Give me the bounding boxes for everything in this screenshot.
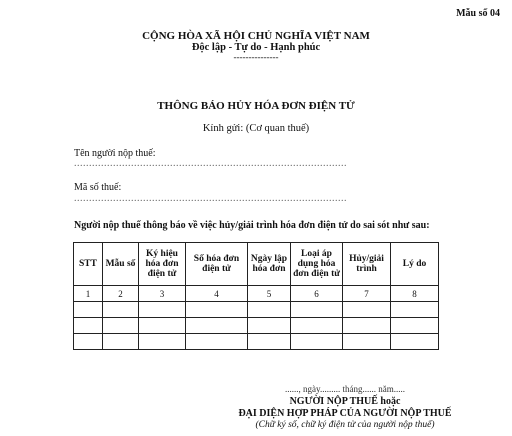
table-cell bbox=[74, 302, 103, 318]
taxpayer-name-dots bbox=[74, 158, 347, 169]
column-header-line: Lý do bbox=[402, 259, 427, 269]
column-number-cell: 5 bbox=[248, 286, 291, 302]
table-cell bbox=[248, 334, 291, 350]
header-rule: --------------- bbox=[233, 52, 279, 62]
table-cell bbox=[103, 334, 139, 350]
table-cell bbox=[139, 302, 186, 318]
table-cell bbox=[186, 334, 248, 350]
column-header-line: Ngày lập bbox=[250, 254, 288, 264]
column-header bbox=[343, 243, 391, 286]
column-header-line: dụng hóa bbox=[297, 259, 336, 269]
column-header-line: Ký hiệu bbox=[146, 249, 178, 259]
column-header-line: điện tử bbox=[202, 264, 231, 274]
column-header bbox=[139, 243, 186, 286]
table-cell bbox=[74, 334, 103, 350]
table-row bbox=[74, 302, 439, 318]
column-number-cell: 4 bbox=[186, 286, 248, 302]
national-motto: Độc lập - Tự do - Hạnh phúc bbox=[191, 42, 321, 53]
addressee: Kính gửi: (Cơ quan thuế) bbox=[202, 123, 310, 134]
signature-title-1: NGƯỜI NỘP THUẾ hoặc bbox=[289, 396, 401, 407]
column-header bbox=[248, 243, 291, 286]
dotted-line: ........................................................................................... bbox=[74, 193, 347, 204]
table-cell bbox=[186, 318, 248, 334]
table-row bbox=[74, 334, 439, 350]
column-number-row bbox=[74, 286, 439, 302]
table-cell bbox=[186, 302, 248, 318]
form-number: Mẫu số 04 bbox=[456, 8, 500, 19]
column-header-line: Hủy/giải bbox=[349, 254, 384, 264]
table-cell bbox=[248, 302, 291, 318]
table-cell bbox=[391, 318, 439, 334]
table-cell bbox=[343, 334, 391, 350]
signature-date-line: ......, ngày......... tháng...... năm..... bbox=[285, 384, 405, 394]
column-number-cell: 6 bbox=[291, 286, 343, 302]
intro-statement: Người nộp thuế thông báo về việc hủy/giải trình hóa đơn điện tử do sai sót như sau: bbox=[74, 220, 430, 231]
table-cell bbox=[291, 318, 343, 334]
column-header-line: đơn điện tử bbox=[293, 269, 340, 279]
column-header-line: STT bbox=[79, 259, 97, 269]
column-header bbox=[186, 243, 248, 286]
document-title: THÔNG BÁO HỦY HÓA ĐƠN ĐIỆN TỬ bbox=[157, 100, 355, 112]
table-header-row bbox=[74, 243, 439, 286]
column-header-line: Loại áp bbox=[301, 249, 332, 259]
table-cell bbox=[139, 334, 186, 350]
signature-note: (Chữ ký số, chữ ký điện tử của người nộp thuế) bbox=[255, 420, 435, 430]
column-number-cell: 1 bbox=[74, 286, 103, 302]
dotted-line: ........................................................................................... bbox=[74, 158, 347, 169]
signature-title-2: ĐẠI DIỆN HỢP PHÁP CỦA NGƯỜI NỘP THUẾ bbox=[238, 408, 452, 419]
table-cell bbox=[343, 302, 391, 318]
table-cell bbox=[248, 318, 291, 334]
column-header bbox=[74, 243, 103, 286]
tax-code-field bbox=[74, 182, 121, 193]
table-row bbox=[74, 318, 439, 334]
column-header-line: Số hóa đơn bbox=[193, 254, 240, 264]
column-number-cell: 3 bbox=[139, 286, 186, 302]
table-cell bbox=[103, 318, 139, 334]
column-header bbox=[391, 243, 439, 286]
column-number-cell: 2 bbox=[103, 286, 139, 302]
column-header-line: hóa đơn bbox=[145, 259, 179, 269]
table-cell bbox=[391, 302, 439, 318]
column-header-line: hóa đơn bbox=[252, 264, 286, 274]
invoice-cancellation-table bbox=[73, 242, 439, 350]
tax-code-dots bbox=[74, 193, 347, 204]
table-cell bbox=[391, 334, 439, 350]
table-cell bbox=[343, 318, 391, 334]
taxpayer-name-label: Tên người nộp thuế: bbox=[74, 148, 156, 159]
table-cell bbox=[291, 334, 343, 350]
column-header bbox=[291, 243, 343, 286]
column-header bbox=[103, 243, 139, 286]
table-cell bbox=[74, 318, 103, 334]
column-header-line: trình bbox=[356, 264, 377, 274]
table-cell bbox=[103, 302, 139, 318]
tax-code-label: Mã số thuế: bbox=[74, 182, 122, 193]
national-title: CỘNG HÒA XÃ HỘI CHỦ NGHĨA VIỆT NAM bbox=[142, 30, 370, 42]
column-number-cell: 7 bbox=[343, 286, 391, 302]
column-header-line: Mẫu số bbox=[105, 259, 136, 269]
column-number-cell: 8 bbox=[391, 286, 439, 302]
column-header-line: điện tử bbox=[147, 269, 177, 279]
table-cell bbox=[139, 318, 186, 334]
table-cell bbox=[291, 302, 343, 318]
